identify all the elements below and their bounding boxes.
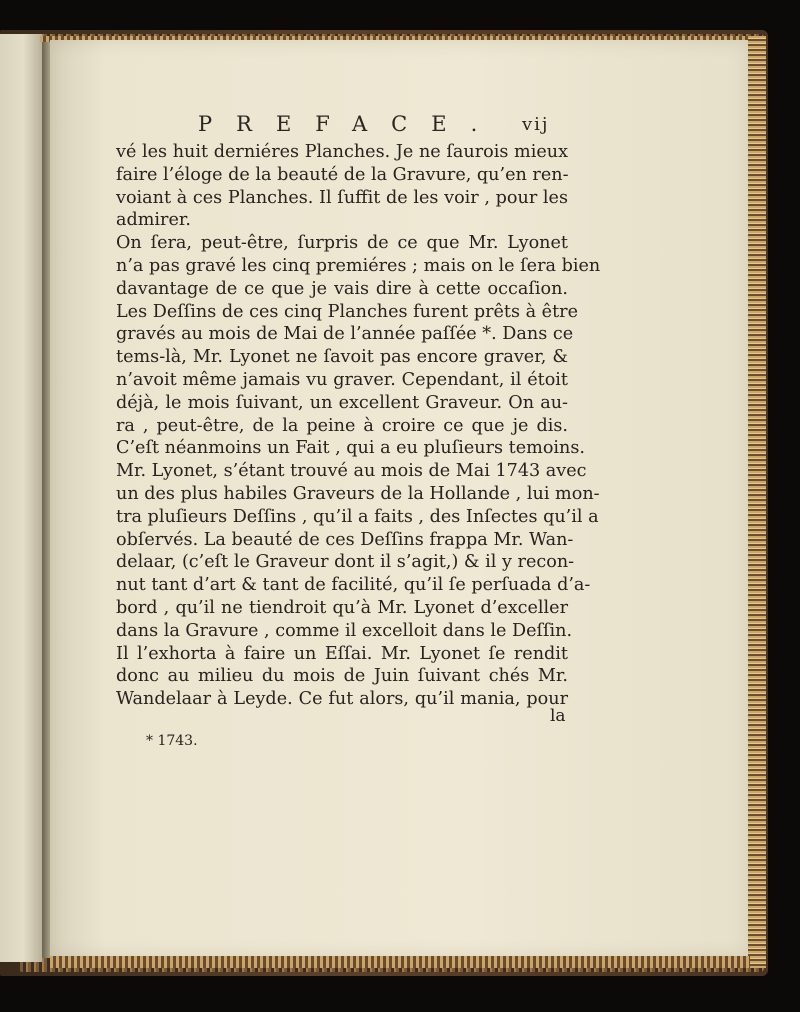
text-line: vé les huit derniéres Planches. Je ne ſaurois mieux (116, 142, 568, 162)
bottom-page-edge (50, 956, 750, 968)
text-line: dans la Gravure , comme il excelloit dans le Deſſin. (116, 620, 573, 641)
catchword: la (550, 706, 566, 726)
text-line: tems-là, Mr. Lyonet ne ſavoit pas encore graver, & (116, 347, 568, 368)
text-line: donc au milieu du mois de Juin ſuivant chés Mr. (116, 666, 568, 687)
text-line: delaar, (c’eſt le Graveur dont il s’agit,) & il y recon- (116, 552, 575, 573)
text-line: Mr. Lyonet, s’étant trouvé au mois de Mai 1743 avec (116, 461, 587, 482)
fore-edge (748, 36, 766, 968)
text-line: ra , peut-être, de la peine à croire ce que je dis. (116, 415, 568, 436)
text-line: nut tant d’art & tant de facilité, qu’il ſe perſuada d’a- (116, 575, 591, 596)
text-line: Wandelaar à Leyde. Ce fut alors, qu’il mania, pour (116, 689, 568, 710)
text-line: davantage de ce que je vais dire à cette occaſion. (116, 278, 568, 299)
running-head: PREFACE. (198, 112, 502, 136)
text-line: admirer. (116, 210, 191, 231)
body-text (116, 141, 601, 711)
text-line: bord , qu’il ne tiendroit qu’à Mr. Lyonet d’exceller (116, 597, 568, 618)
text-line: n’avoit même jamais vu graver. Cependant, il étoit (116, 369, 568, 390)
footnote: * 1743. (146, 733, 198, 749)
text-line: déjà, le mois ſuivant, un excellent Graveur. On au- (116, 392, 568, 413)
text-line: gravés au mois de Mai de l’année paſſée *. Dans ce (116, 324, 574, 345)
text-line: Il l’exhorta à faire un Eſſai. Mr. Lyonet ſe rendit (116, 643, 568, 664)
text-line: Les Deſſins de ces cinq Planches furent prêts à être (116, 301, 578, 322)
text-line: n’a pas gravé les cinq premiéres ; mais on le ſera bien (116, 255, 601, 276)
text-line: tra pluſieurs Deſſins , qu’il a faits , des Inſectes qu’il a (116, 506, 599, 527)
page-number: vij (522, 114, 550, 135)
text-line: voiant à ces Planches. Il ſuffit de les voir , pour les (116, 187, 568, 208)
text-line: un des plus habiles Graveurs de la Hollande , lui mon- (116, 483, 600, 504)
text-line: C’eſt néanmoins un Fait , qui a eu pluſieurs temoins. (116, 438, 585, 459)
text-line: faire l’éloge de la beauté de la Gravure, qu’en ren- (116, 164, 569, 185)
left-page (0, 34, 43, 962)
text-line: obſervés. La beauté de ces Deſſins frappa Mr. Wan- (116, 529, 574, 550)
text-line: On ſera, peut-être, ſurpris de ce que Mr. Lyonet (116, 233, 568, 254)
